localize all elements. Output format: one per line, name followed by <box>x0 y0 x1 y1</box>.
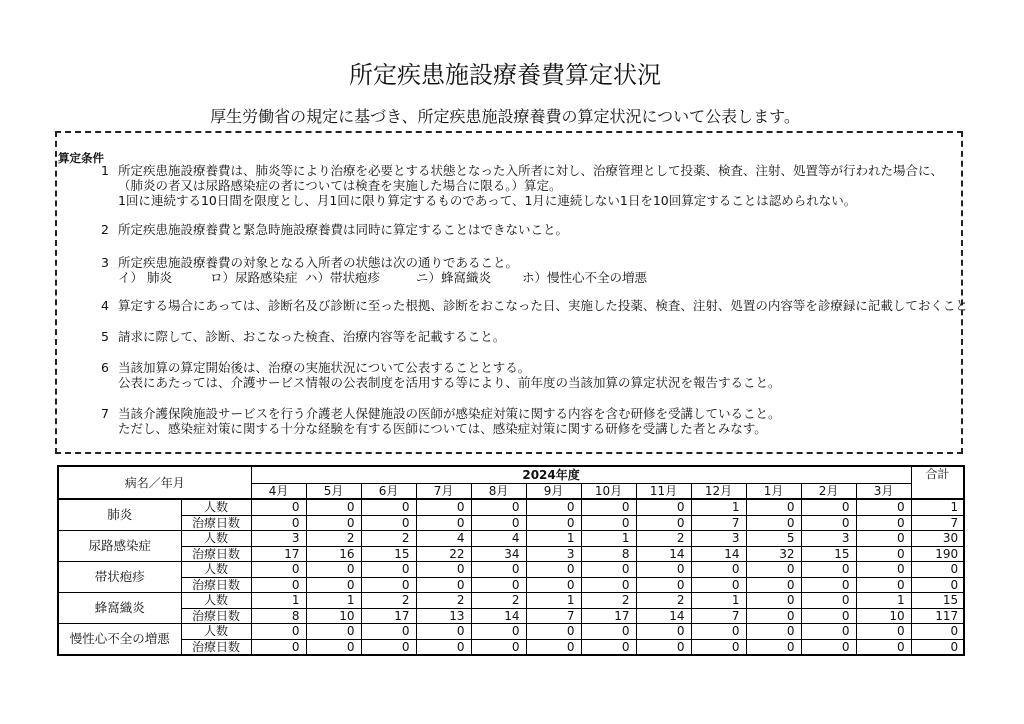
value-cell: 0 <box>746 499 801 515</box>
month-header: 3月 <box>856 484 911 500</box>
value-cell: 0 <box>526 624 581 640</box>
value-cell: 1 <box>526 531 581 547</box>
value-cell: 0 <box>251 577 306 593</box>
target-condition: ホ）慢性心不全の増悪 <box>522 270 648 285</box>
value-cell: 0 <box>856 577 911 593</box>
total-cell: 117 <box>911 608 964 624</box>
value-cell: 0 <box>691 562 746 578</box>
total-cell: 190 <box>911 546 964 562</box>
total-header: 合計 <box>911 466 964 499</box>
row-label-cell: 人数 <box>181 562 251 578</box>
row-label-cell: 人数 <box>181 593 251 609</box>
value-cell: 0 <box>416 499 471 515</box>
value-cell: 0 <box>636 499 691 515</box>
target-condition: イ） 肺炎 <box>118 270 172 285</box>
item-number: 4 <box>101 298 109 313</box>
value-cell: 8 <box>581 546 636 562</box>
page-subtitle: 厚生労働省の規定に基づき、所定疾患施設療養費の算定状況について公表します。 <box>210 107 800 126</box>
value-cell: 13 <box>416 608 471 624</box>
item-text-line: 所定疾患施設療養費の対象となる入所者の状態は次の通りであること。 <box>118 255 519 270</box>
value-cell: 10 <box>856 608 911 624</box>
value-cell: 34 <box>471 546 526 562</box>
value-cell: 7 <box>691 608 746 624</box>
target-condition: ニ）蜂窩織炎 <box>416 270 492 285</box>
total-cell: 0 <box>911 577 964 593</box>
value-cell: 0 <box>416 577 471 593</box>
month-header: 1月 <box>746 484 801 500</box>
value-cell: 2 <box>361 593 416 609</box>
value-cell: 10 <box>306 608 361 624</box>
month-header: 2月 <box>801 484 856 500</box>
value-cell: 2 <box>471 593 526 609</box>
value-cell: 0 <box>801 562 856 578</box>
target-conditions-list <box>118 270 678 285</box>
row-label-cell: 治療日数 <box>181 639 251 655</box>
total-cell: 15 <box>911 593 964 609</box>
value-cell: 15 <box>361 546 416 562</box>
value-cell: 0 <box>746 577 801 593</box>
value-cell: 0 <box>361 515 416 531</box>
item-text-line: 当該加算の算定開始後は、治療の実施状況について公表することとする。 <box>118 360 531 375</box>
table-row <box>58 608 964 624</box>
value-cell: 0 <box>526 499 581 515</box>
month-header: 11月 <box>636 484 691 500</box>
target-condition: ハ）帯状疱疹 <box>305 270 381 285</box>
value-cell: 15 <box>801 546 856 562</box>
item-text-line: 請求に際して、診断、おこなった検査、治療内容等を記載すること。 <box>118 329 506 344</box>
table-body <box>58 499 964 655</box>
value-cell: 14 <box>636 546 691 562</box>
value-cell: 1 <box>526 593 581 609</box>
value-cell: 0 <box>581 577 636 593</box>
conditions-heading: 算定条件 <box>58 151 104 165</box>
value-cell: 17 <box>251 546 306 562</box>
value-cell: 0 <box>801 499 856 515</box>
table-row <box>58 639 964 655</box>
value-cell: 0 <box>361 577 416 593</box>
value-cell: 3 <box>251 531 306 547</box>
table-row <box>58 546 964 562</box>
value-cell: 2 <box>636 531 691 547</box>
value-cell: 0 <box>416 515 471 531</box>
value-cell: 0 <box>801 577 856 593</box>
calculation-status-table <box>57 465 965 656</box>
value-cell: 1 <box>691 593 746 609</box>
item-number: 3 <box>101 255 109 270</box>
value-cell: 0 <box>526 577 581 593</box>
value-cell: 0 <box>691 577 746 593</box>
value-cell: 0 <box>691 639 746 655</box>
disease-name-cell: 尿路感染症 <box>58 531 181 562</box>
value-cell: 0 <box>801 515 856 531</box>
target-condition: ロ）尿路感染症 <box>210 270 298 285</box>
disease-name-cell: 肺炎 <box>58 499 181 531</box>
table-row <box>58 515 964 531</box>
value-cell: 0 <box>636 639 691 655</box>
value-cell: 2 <box>581 593 636 609</box>
value-cell: 0 <box>856 639 911 655</box>
value-cell: 0 <box>581 515 636 531</box>
value-cell: 14 <box>471 608 526 624</box>
value-cell: 0 <box>471 499 526 515</box>
item-number: 5 <box>101 329 109 344</box>
value-cell: 0 <box>746 639 801 655</box>
disease-name-cell: 慢性心不全の増悪 <box>58 624 181 656</box>
value-cell: 0 <box>526 515 581 531</box>
table-row <box>58 577 964 593</box>
value-cell: 0 <box>856 499 911 515</box>
value-cell: 0 <box>801 624 856 640</box>
value-cell: 0 <box>306 499 361 515</box>
value-cell: 1 <box>251 593 306 609</box>
item-text-line: （肺炎の者又は尿路感染症の者については検査を実施した場合に限る。）算定。 <box>118 178 562 193</box>
page-title: 所定疾患施設療養費算定状況 <box>349 61 661 89</box>
value-cell: 0 <box>801 639 856 655</box>
value-cell: 0 <box>526 562 581 578</box>
month-header: 9月 <box>526 484 581 500</box>
value-cell: 0 <box>581 499 636 515</box>
value-cell: 0 <box>856 531 911 547</box>
value-cell: 0 <box>801 608 856 624</box>
row-label-cell: 治療日数 <box>181 515 251 531</box>
value-cell: 3 <box>801 531 856 547</box>
value-cell: 7 <box>691 515 746 531</box>
value-cell: 14 <box>691 546 746 562</box>
value-cell: 2 <box>416 593 471 609</box>
value-cell: 5 <box>746 531 801 547</box>
total-cell: 0 <box>911 639 964 655</box>
value-cell: 0 <box>581 624 636 640</box>
total-cell: 1 <box>911 499 964 515</box>
value-cell: 17 <box>361 608 416 624</box>
value-cell: 0 <box>746 593 801 609</box>
header-row <box>58 466 964 484</box>
table-row <box>58 593 964 609</box>
table-row <box>58 562 964 578</box>
value-cell: 0 <box>306 577 361 593</box>
value-cell: 0 <box>416 624 471 640</box>
value-cell: 0 <box>306 624 361 640</box>
disease-name-cell: 帯状疱疹 <box>58 562 181 593</box>
row-label-cell: 治療日数 <box>181 546 251 562</box>
value-cell: 2 <box>636 593 691 609</box>
value-cell: 3 <box>691 531 746 547</box>
value-cell: 0 <box>306 515 361 531</box>
row-label-cell: 人数 <box>181 531 251 547</box>
value-cell: 1 <box>691 499 746 515</box>
item-text-line: ただし、感染症対策に関する十分な経験を有する医師については、感染症対策に関する研修を受講した者とみなす。 <box>118 421 767 436</box>
value-cell: 1 <box>856 593 911 609</box>
value-cell: 2 <box>361 531 416 547</box>
value-cell: 0 <box>636 515 691 531</box>
fiscal-year-header: 2024年度 <box>251 466 911 484</box>
month-header: 4月 <box>251 484 306 500</box>
table-row <box>58 499 964 515</box>
value-cell: 0 <box>801 593 856 609</box>
value-cell: 0 <box>471 577 526 593</box>
value-cell: 0 <box>361 562 416 578</box>
item-text-line: 公表にあたっては、介護サービス情報の公表制度を活用する等により、前年度の当該加算の算定状況を報告すること。 <box>118 375 781 390</box>
month-header: 6月 <box>361 484 416 500</box>
value-cell: 3 <box>526 546 581 562</box>
value-cell: 32 <box>746 546 801 562</box>
value-cell: 0 <box>306 562 361 578</box>
value-cell: 22 <box>416 546 471 562</box>
item-text-line: 1回に連続する10日間を限度とし、月1回に限り算定するものであって、1月に連続しない1日を10回算定することは認められない。 <box>118 193 857 208</box>
value-cell: 14 <box>636 608 691 624</box>
value-cell: 0 <box>746 624 801 640</box>
value-cell: 0 <box>251 639 306 655</box>
value-cell: 0 <box>856 515 911 531</box>
total-cell: 7 <box>911 515 964 531</box>
row-label-cell: 人数 <box>181 624 251 640</box>
month-header: 10月 <box>581 484 636 500</box>
total-cell: 0 <box>911 562 964 578</box>
total-cell: 30 <box>911 531 964 547</box>
value-cell: 0 <box>251 515 306 531</box>
item-number: 6 <box>101 360 109 375</box>
value-cell: 17 <box>581 608 636 624</box>
value-cell: 0 <box>691 624 746 640</box>
value-cell: 0 <box>746 562 801 578</box>
value-cell: 0 <box>361 624 416 640</box>
item-number: 2 <box>101 222 109 237</box>
table-row <box>58 531 964 547</box>
value-cell: 0 <box>251 624 306 640</box>
value-cell: 0 <box>526 639 581 655</box>
value-cell: 0 <box>416 639 471 655</box>
value-cell: 0 <box>471 639 526 655</box>
month-header: 8月 <box>471 484 526 500</box>
value-cell: 0 <box>471 515 526 531</box>
value-cell: 0 <box>471 562 526 578</box>
value-cell: 4 <box>471 531 526 547</box>
value-cell: 0 <box>251 499 306 515</box>
value-cell: 2 <box>306 531 361 547</box>
item-text-line: 所定疾患施設療養費は、肺炎等により治療を必要とする状態となった入所者に対し、治療管理として投薬、検査、注射、処置等が行われた場合に、 <box>118 163 944 178</box>
value-cell: 0 <box>251 562 306 578</box>
item-text-line: 所定疾患施設療養費と緊急時施設療養費は同時に算定することはできないこと。 <box>118 222 569 237</box>
item-text-line: 当該介護保険施設サービスを行う介護老人保健施設の医師が感染症対策に関する内容を含む研修を受講していること。 <box>118 406 781 421</box>
value-cell: 0 <box>856 562 911 578</box>
value-cell: 0 <box>361 499 416 515</box>
value-cell: 0 <box>416 562 471 578</box>
value-cell: 0 <box>636 624 691 640</box>
value-cell: 0 <box>856 624 911 640</box>
row-label-cell: 治療日数 <box>181 577 251 593</box>
item-number: 1 <box>101 163 109 178</box>
table-row <box>58 624 964 640</box>
value-cell: 7 <box>526 608 581 624</box>
disease-name-cell: 蜂窩織炎 <box>58 593 181 624</box>
value-cell: 0 <box>746 608 801 624</box>
value-cell: 0 <box>581 639 636 655</box>
row-label-cell: 人数 <box>181 499 251 515</box>
value-cell: 0 <box>636 562 691 578</box>
value-cell: 1 <box>581 531 636 547</box>
total-cell: 0 <box>911 624 964 640</box>
value-cell: 0 <box>361 639 416 655</box>
item-number: 7 <box>101 406 109 421</box>
month-header: 7月 <box>416 484 471 500</box>
table-header <box>58 466 964 499</box>
header-disease-month: 病名／年月 <box>58 466 251 499</box>
month-header: 12月 <box>691 484 746 500</box>
value-cell: 0 <box>581 562 636 578</box>
month-header: 5月 <box>306 484 361 500</box>
value-cell: 0 <box>636 577 691 593</box>
row-label-cell: 治療日数 <box>181 608 251 624</box>
value-cell: 8 <box>251 608 306 624</box>
value-cell: 0 <box>306 639 361 655</box>
value-cell: 0 <box>746 515 801 531</box>
value-cell: 16 <box>306 546 361 562</box>
value-cell: 0 <box>856 546 911 562</box>
value-cell: 4 <box>416 531 471 547</box>
item-text-line: 算定する場合にあっては、診断名及び診断に至った根拠、診断をおこなった日、実施した投薬、検査、注射、処置の内容等を診療録に記載しておくこと <box>118 298 968 313</box>
value-cell: 0 <box>471 624 526 640</box>
value-cell: 1 <box>306 593 361 609</box>
